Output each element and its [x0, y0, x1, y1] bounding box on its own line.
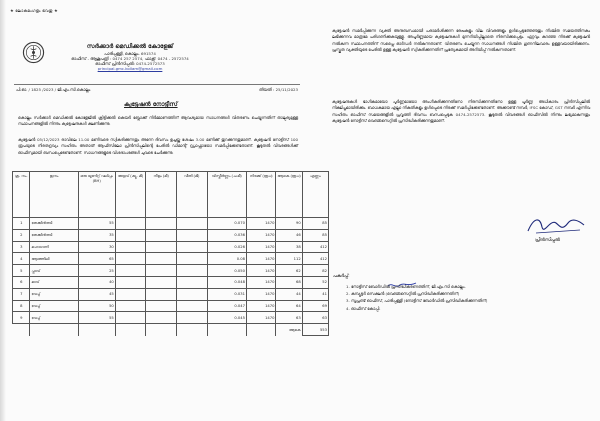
- table-cell: [115, 288, 146, 300]
- table-cell: 35: [78, 229, 115, 241]
- table-cell: [176, 265, 207, 277]
- table-cell: [176, 218, 207, 230]
- table-row: [13, 253, 329, 265]
- table-cell: 82: [302, 265, 328, 277]
- table-row: [13, 288, 329, 300]
- table-cell: വേപ്പ്: [30, 288, 78, 300]
- college-name: സർക്കാർ മെഡിക്കൽ കോളേജ്: [86, 43, 174, 50]
- table-total-row: [13, 324, 329, 336]
- table-total-value: 553: [302, 324, 328, 336]
- table-cell: 62: [276, 265, 302, 277]
- table-cell: 63: [276, 312, 302, 324]
- table-cell: മാവ്: [30, 276, 78, 288]
- signature-icon: [522, 211, 592, 239]
- copy-to-item: 4. ഓഫീസ് കോപ്പി.: [346, 305, 381, 311]
- table-cell: 1470: [246, 265, 276, 277]
- signatory-title: പ്രിൻസിപ്പൽ: [535, 238, 560, 243]
- table-cell: വേപ്പ്: [30, 312, 78, 324]
- table-cell: 69: [302, 300, 328, 312]
- table-cell: 1: [13, 218, 30, 230]
- table-row: [13, 265, 329, 277]
- table-cell: [176, 241, 207, 253]
- table-total-spacer: [13, 324, 30, 336]
- table-header-cell: വീതി (മീ): [176, 172, 207, 218]
- table-total-spacer: [146, 324, 177, 336]
- table-cell: 0.070: [207, 218, 246, 230]
- copy-to-item: 2. കമ്പ്യൂട്ടർ സെക്ഷൻ (വെബ്സൈറ്റിൽ പ്രസിദ്ധീകരിക്കുന്നതിന്): [346, 291, 460, 297]
- table-header-cell: നീളം (മീ): [146, 172, 177, 218]
- table-cell: 9: [13, 312, 30, 324]
- signature-block: [522, 211, 592, 251]
- table-cell: [115, 253, 146, 265]
- table-cell: [115, 312, 146, 324]
- table-cell: [176, 253, 207, 265]
- table-header-cell: എണ്ണം: [302, 172, 328, 218]
- table-cell: 0.050: [207, 265, 246, 277]
- items-table: [12, 171, 329, 336]
- table-cell: 46: [276, 229, 302, 241]
- table-cell: [146, 312, 177, 324]
- reference-line: [16, 87, 298, 92]
- table-cell: 50: [78, 300, 115, 312]
- table-total-spacer: [30, 324, 78, 336]
- copy-to-label: പകർപ്പ്:: [333, 274, 350, 279]
- table-cell: 52: [302, 276, 328, 288]
- table-cell: [115, 229, 146, 241]
- table-cell: തേക്കിൻതടി: [30, 229, 78, 241]
- table-header-cell: നിരക്ക് (രൂപ): [246, 172, 276, 218]
- copy-to-item: 1. നോട്ടീസ് ബോർഡിൽ പ്രസിദ്ധീകരണത്തിന്, ജി.എം.സി കൊല്ലം.: [346, 284, 466, 289]
- notice-paragraph-2: ക്വട്ടേഷൻ 05/12/2023 രാവിലെ 11.00 മണിവരെ സ്വീകരിക്കുന്നതും അന്നേ ദിവസം ഉച്ചയ്ക്കു ശേഷം 3.00 മണിക്ക് തുറക്കുന്നതുമാണ്. ക്വട്ടേഷൻ നോട്ടീസ് 100 രൂപയുടെ നിരതദ്രവ്യം സഹിതം അതാത് ആഫീസിലോ പ്രിൻസിപ്പലിന്റെ പേരിൽ ഡിമാന്റ് ഡ്രാഫ്റ്റായോ സമർപ്പിക്കേണ്ടതാണ്. കൂടുതൽ വിവരങ്ങൾക്ക് ഓഫീസുമായി ബന്ധപ്പെടേണ്ടതാണ്. സാധനങ്ങളുടെ വിശദാംശങ്ങൾ ചുവടെ ചേർക്കുന്നു.: [18, 137, 298, 155]
- table-header-cell: വിസ്തീർണ്ണം (ച.മീ): [207, 172, 246, 218]
- table-cell: മഹാഗണി: [30, 241, 78, 253]
- table-header-cell: ഇനം: [30, 172, 78, 218]
- table-cell: 1470: [246, 288, 276, 300]
- table-total-spacer: [78, 324, 115, 336]
- letterhead: [55, 43, 205, 71]
- table-cell: [146, 218, 177, 230]
- table-cell: [146, 253, 177, 265]
- table-header-cell: അളവ് (ക്യൂ. മീ): [115, 172, 146, 218]
- table-row: [13, 276, 329, 288]
- table-cell: 41: [302, 288, 328, 300]
- table-cell: [115, 241, 146, 253]
- table-cell: 0.048: [207, 276, 246, 288]
- table-cell: [146, 300, 177, 312]
- table-cell: 0.047: [207, 300, 246, 312]
- table-cell: 1470: [246, 276, 276, 288]
- table-cell: 40: [78, 276, 115, 288]
- table-body: [13, 218, 329, 336]
- table-row: [13, 312, 329, 324]
- table-cell: [146, 265, 177, 277]
- phone-line: ഓഫീസ് - ആശുപത്രി : 0474 257 2574, ഫാക്സ്: 0474 - 2572574: [71, 56, 189, 62]
- table-cell: 1470: [246, 218, 276, 230]
- scan-edge-shadow: [0, 0, 6, 421]
- table-cell: [146, 229, 177, 241]
- letterhead-divider: [14, 84, 300, 85]
- table-cell: 8: [13, 300, 30, 312]
- table-row: [13, 300, 329, 312]
- college-emblem-icon: [22, 41, 45, 64]
- table-total-spacer: [246, 324, 276, 336]
- copy-to-list: [346, 283, 591, 312]
- table-total-label: ആകെ: [276, 324, 302, 336]
- table-cell: 112: [276, 253, 302, 265]
- table-cell: 0.031: [207, 288, 246, 300]
- table-cell: [146, 276, 177, 288]
- table-cell: 1470: [246, 312, 276, 324]
- table-row: [13, 218, 329, 230]
- table-cell: 0.08: [207, 253, 246, 265]
- table-cell: [115, 265, 146, 277]
- table-cell: 25: [78, 265, 115, 277]
- motto: ★ ലോകമംഗളം ഭവതു ★: [10, 8, 58, 13]
- table-cell: ആഞ്ഞിലി: [30, 253, 78, 265]
- table-cell: 0.026: [207, 241, 246, 253]
- table-cell: [146, 241, 177, 253]
- table-cell: 3: [13, 241, 30, 253]
- table-cell: 7: [13, 288, 30, 300]
- table-cell: [146, 288, 177, 300]
- table-cell: 85: [302, 229, 328, 241]
- table-cell: 5: [13, 265, 30, 277]
- table-cell: വേപ്പ്: [30, 300, 78, 312]
- table-header-cell: ആകെ (രൂപ): [276, 172, 302, 218]
- table-cell: 85: [302, 218, 328, 230]
- table-cell: 412: [302, 253, 328, 265]
- table-cell: പ്ലാവ്: [30, 265, 78, 277]
- table-row: [13, 241, 329, 253]
- table-header-cell: ഒരു യൂണിറ്റ് വലിപ്പം (BH): [78, 172, 115, 218]
- table-cell: 63: [302, 312, 328, 324]
- table-cell: 412: [302, 241, 328, 253]
- table-header-row: [13, 172, 329, 218]
- email-link[interactable]: principal.gmc.kollam@gmail.com: [97, 66, 163, 72]
- table-cell: 90: [276, 218, 302, 230]
- table-total-spacer: [207, 324, 246, 336]
- conditions-paragraph-2: ക്വട്ടേഷനുകൾ ഭാഗികമായോ പൂർണ്ണമായോ അംഗീകരിക്കുന്നതിനോ നിരസിക്കുന്നതിനോ ഉള്ള പൂർണ്ണ അധികാരം പ്രിൻസിപ്പലിൽ നിക്ഷിപ്തമായിരിക്കും. ബാധകമായ എല്ലാ നികുതികളും ഉൾപ്പെടെ നിരക്ക് സമർപ്പിക്കേണ്ടതാണ്. അക്കൗണ്ട് നമ്പർ, IFSC കോഡ്, GST നമ്പർ എന്നിവ സഹിതം ഓഫീസ് സമയങ്ങളിൽ പ്രവൃത്തി ദിവസം ബന്ധപ്പെടുക 0474-2572573. കൂടുതൽ വിവരങ്ങൾ ഓഫീസിൽ നിന്നും ലഭ്യമാകുന്നതും ക്വട്ടേഷൻ നോട്ടീസ് വെബ്സൈറ്റിൽ പ്രസിദ്ധീകരിക്കുന്നതുമാണ്.: [332, 99, 590, 124]
- principal-phone-line: ഓഫീസ് പ്രിൻസിപ്പൽ: 0474-2572573: [95, 61, 165, 67]
- table-cell: 55: [78, 312, 115, 324]
- table-row: [13, 229, 329, 241]
- table-cell: 6: [13, 276, 30, 288]
- conditions-paragraph-1: ക്വട്ടേഷൻ സമർപ്പിക്കുന്ന വ്യക്തി അനുബന്ധമായി പരാമർശിക്കുന്ന രേഖകളും വില വിവരങ്ങളും ഉൾപ്പെടുത്തേണ്ടതും നിശ്ചിത സമയത്തിനകം ലഭിക്കുന്നവ മാത്രമേ പരിഗണിക്കുകയുള്ളൂ. അപൂർണ്ണമായ ക്വട്ടേഷനുകൾ മുന്നറിയിപ്പില്ലാതെ നിരസിക്കപ്പെടും. ഏറ്റവും കുറഞ്ഞ നിരക്ക് ക്വട്ടേഷൻ നൽകുന്ന സ്ഥാപനത്തിന് സപ്ലൈ ഓർഡർ നൽകുന്നതാണ്. വിതരണം ചെയ്യുന്ന സാധനങ്ങൾ നിശ്ചിത ഗുണനിലവാരം ഉള്ളവയായിരിക്കണം. പ്രസ്തുത വ്യക്തിയുടെ പേരിൽ ഉള്ള ക്വട്ടേഷൻ സ്വീകരിക്കുന്നതിന് പ്രത്യേകമായി അറിയിപ്പ് നൽകുന്നതാണ്.: [332, 28, 590, 53]
- notice-title: ക്വട്ടേഷൻ നോട്ടീസ്: [124, 101, 178, 108]
- table-cell: 30: [78, 241, 115, 253]
- table-cell: 0.045: [207, 312, 246, 324]
- table-cell: തേക്കിൻതടി: [30, 218, 78, 230]
- table-cell: [176, 300, 207, 312]
- table-cell: 45: [78, 288, 115, 300]
- table-cell: 55: [78, 218, 115, 230]
- table-cell: [176, 229, 207, 241]
- table-cell: [176, 276, 207, 288]
- address-line: പാരിപ്പള്ളി, കൊല്ലം- 691574: [104, 51, 156, 56]
- table-cell: 44: [276, 288, 302, 300]
- table-cell: [115, 300, 146, 312]
- table-cell: [176, 288, 207, 300]
- table-cell: 1470: [246, 253, 276, 265]
- table-cell: 4: [13, 253, 30, 265]
- table-total-spacer: [115, 324, 146, 336]
- table-cell: 2: [13, 229, 30, 241]
- table-cell: [115, 276, 146, 288]
- table-cell: 68: [276, 276, 302, 288]
- copy-to-item: 3. സൂപ്രണ്ട് ഓഫീസ്, പാരിപ്പള്ളി (നോട്ടീസ് ബോർഡിൽ പ്രസിദ്ധീകരിക്കുന്നതിന്): [346, 298, 488, 304]
- table-cell: 1470: [246, 229, 276, 241]
- table-cell: 64: [276, 300, 302, 312]
- table-cell: [176, 312, 207, 324]
- notice-paragraph-1: കൊല്ലം സർക്കാർ മെഡിക്കൽ കോളേജിൽ ക്രിട്ടിക്കൽ കെയർ ബ്ലോക്ക് നിർമ്മാണത്തിന് ആവശ്യമായ സാധനങ്ങൾ വിതരണം ചെയ്യുന്നതിന് താല്പര്യമുള്ള സ്ഥാപനങ്ങളിൽ നിന്നും ക്വട്ടേഷനുകൾ ക്ഷണിക്കുന്നു.: [18, 115, 298, 127]
- table-cell: 1470: [246, 300, 276, 312]
- table-header-cell: ക്ര. നം.: [13, 172, 30, 218]
- table-cell: 1470: [246, 241, 276, 253]
- table-cell: 0.036: [207, 229, 246, 241]
- reference-number: പി.ഓ. / 1825 /2023 / ജി.എം.സി.കൊല്ലം: [16, 87, 91, 92]
- reference-date: തീയതി : 25/11/2023: [259, 87, 298, 92]
- table-cell: 65: [78, 253, 115, 265]
- table-total-spacer: [176, 324, 207, 336]
- table-cell: 38: [276, 241, 302, 253]
- table-cell: [115, 218, 146, 230]
